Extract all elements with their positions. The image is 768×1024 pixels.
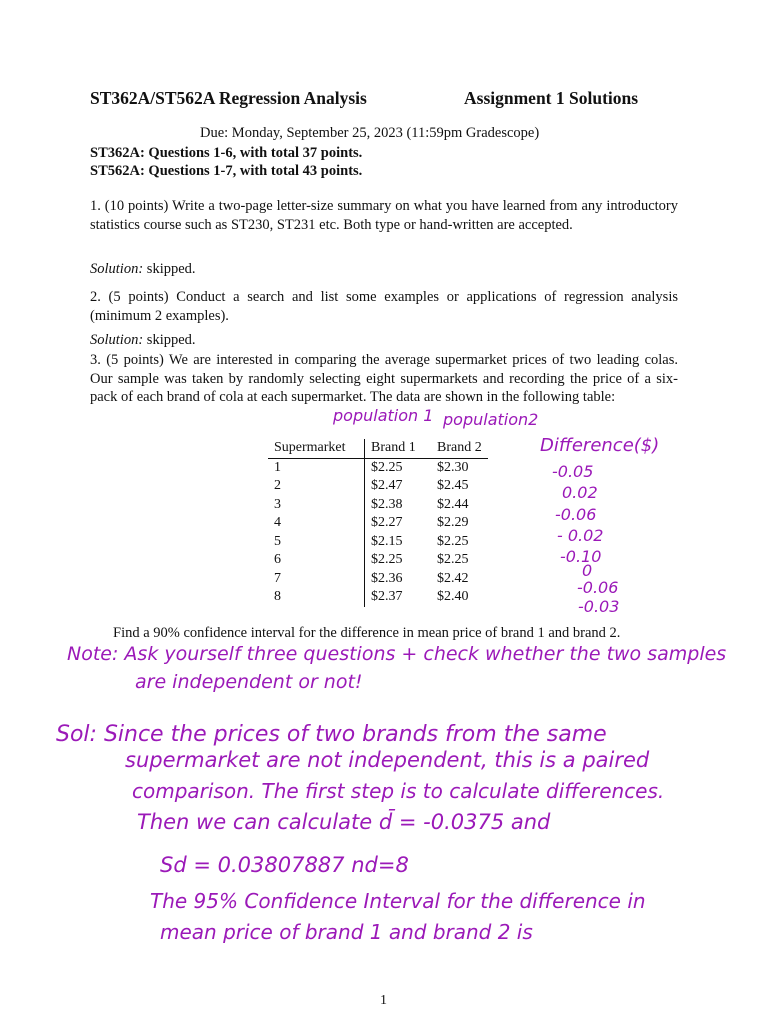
solution-text: skipped. bbox=[146, 261, 196, 277]
table-cell: $2.15 bbox=[371, 533, 403, 549]
handwritten-solution-line-1: Sol: Since the prices of two brands from the same bbox=[56, 722, 607, 747]
table-cell: $2.42 bbox=[437, 570, 469, 586]
table-cell: 1 bbox=[268, 458, 365, 477]
table-cell: 6 bbox=[268, 551, 365, 570]
table-row bbox=[268, 588, 488, 607]
table-cell: $2.36 bbox=[371, 570, 403, 586]
page-number: 1 bbox=[380, 993, 387, 1008]
table-cell: $2.38 bbox=[371, 496, 403, 512]
handwritten-difference: - 0.02 bbox=[557, 526, 604, 545]
handwritten-note-line-1: Note: Ask yourself three questions + check whether the two samples bbox=[67, 643, 727, 665]
st362-note: ST362A: Questions 1-6, with total 37 points. bbox=[90, 145, 363, 161]
table-cell: $2.25 bbox=[437, 552, 469, 567]
table-cell: 4 bbox=[268, 514, 365, 533]
table-cell: 5 bbox=[268, 533, 365, 552]
solution-label: Solution: bbox=[90, 332, 144, 348]
table-row bbox=[268, 570, 488, 589]
handwritten-difference: 0.02 bbox=[562, 483, 598, 502]
table-cell: $2.40 bbox=[437, 589, 469, 604]
table-cell: $2.45 bbox=[437, 478, 469, 493]
handwritten-solution-line-4: Then we can calculate d̄ = -0.0375 and bbox=[137, 810, 551, 834]
handwritten-difference: -0.05 bbox=[552, 462, 594, 481]
table-cell: $2.25 bbox=[371, 552, 403, 567]
table-cell: $2.37 bbox=[371, 589, 403, 604]
handwritten-difference: -0.03 bbox=[578, 597, 620, 616]
handwritten-difference: 0 bbox=[582, 561, 593, 580]
handwritten-difference: -0.10 bbox=[560, 547, 602, 566]
header bbox=[90, 88, 680, 112]
handwritten-solution-line-2: supermarket are not independent, this is a paired bbox=[125, 748, 650, 772]
table-cell: $2.27 bbox=[371, 515, 403, 530]
table-cell: $2.25 bbox=[371, 459, 403, 475]
table-cell: $2.29 bbox=[437, 515, 469, 530]
table-cell: $2.30 bbox=[437, 459, 469, 475]
assignment-title: Assignment 1 Solutions bbox=[464, 88, 639, 108]
table-cell: $2.25 bbox=[437, 533, 469, 549]
solution-label: Solution: bbox=[90, 261, 144, 277]
handwritten-difference-header: Difference($) bbox=[540, 435, 660, 456]
price-table bbox=[268, 439, 488, 607]
column-header: Brand 2 bbox=[431, 439, 488, 458]
handwritten-solution-line-5: Sd = 0.03807887 nd=8 bbox=[160, 853, 409, 877]
column-header: Supermarket bbox=[268, 439, 365, 458]
course-title: ST362A/ST562A Regression Analysis bbox=[90, 88, 367, 108]
handwritten-solution-line-3: comparison. The first step is to calculate differences. bbox=[132, 779, 665, 803]
table-row bbox=[268, 458, 488, 477]
handwritten-note-line-2: are independent or not! bbox=[135, 671, 363, 693]
table-cell: 8 bbox=[268, 588, 365, 607]
table-cell: 3 bbox=[268, 496, 365, 515]
handwritten-population-1: population 1 bbox=[333, 406, 434, 425]
question-3-task: Find a 90% confidence interval for the difference in mean price of brand 1 and brand 2. bbox=[113, 625, 621, 641]
table-row bbox=[268, 514, 488, 533]
table-cell: 2 bbox=[268, 477, 365, 496]
column-header: Brand 1 bbox=[365, 439, 432, 458]
solution-2 bbox=[90, 332, 196, 349]
handwritten-population-2: population2 bbox=[443, 410, 539, 429]
question-2: 2. (5 points) Conduct a search and list some examples or applications of regression analysis (minimum 2 examples). bbox=[90, 289, 678, 324]
question-3: 3. (5 points) We are interested in comparing the average supermarket prices of two leading colas. Our sample was taken by randomly selecting eight supermarkets and recording the price of a six-pack of each brand of cola at each supermarket. The data are shown in the following table: bbox=[90, 352, 678, 405]
table-row bbox=[268, 533, 488, 552]
handwritten-solution-line-6: The 95% Confidence Interval for the difference in bbox=[150, 889, 646, 913]
solution-1 bbox=[90, 261, 196, 278]
table-header-row bbox=[268, 439, 488, 458]
st562-note: ST562A: Questions 1-7, with total 43 points. bbox=[90, 163, 363, 179]
handwritten-difference: -0.06 bbox=[555, 505, 597, 524]
table-cell: 7 bbox=[268, 570, 365, 589]
solution-text: skipped. bbox=[146, 332, 196, 348]
table-row bbox=[268, 496, 488, 515]
table-row bbox=[268, 477, 488, 496]
table-cell: $2.44 bbox=[437, 496, 469, 512]
table-cell: $2.47 bbox=[371, 478, 403, 493]
table-row bbox=[268, 551, 488, 570]
handwritten-solution-line-7: mean price of brand 1 and brand 2 is bbox=[160, 920, 533, 944]
handwritten-difference: -0.06 bbox=[577, 578, 619, 597]
due-date: Due: Monday, September 25, 2023 (11:59pm Gradescope) bbox=[200, 125, 540, 141]
question-1: 1. (10 points) Write a two-page letter-size summary on what you have learned from any introductory statistics course such as ST230, ST231 etc. Both type or hand-written are accepted. bbox=[90, 198, 678, 233]
